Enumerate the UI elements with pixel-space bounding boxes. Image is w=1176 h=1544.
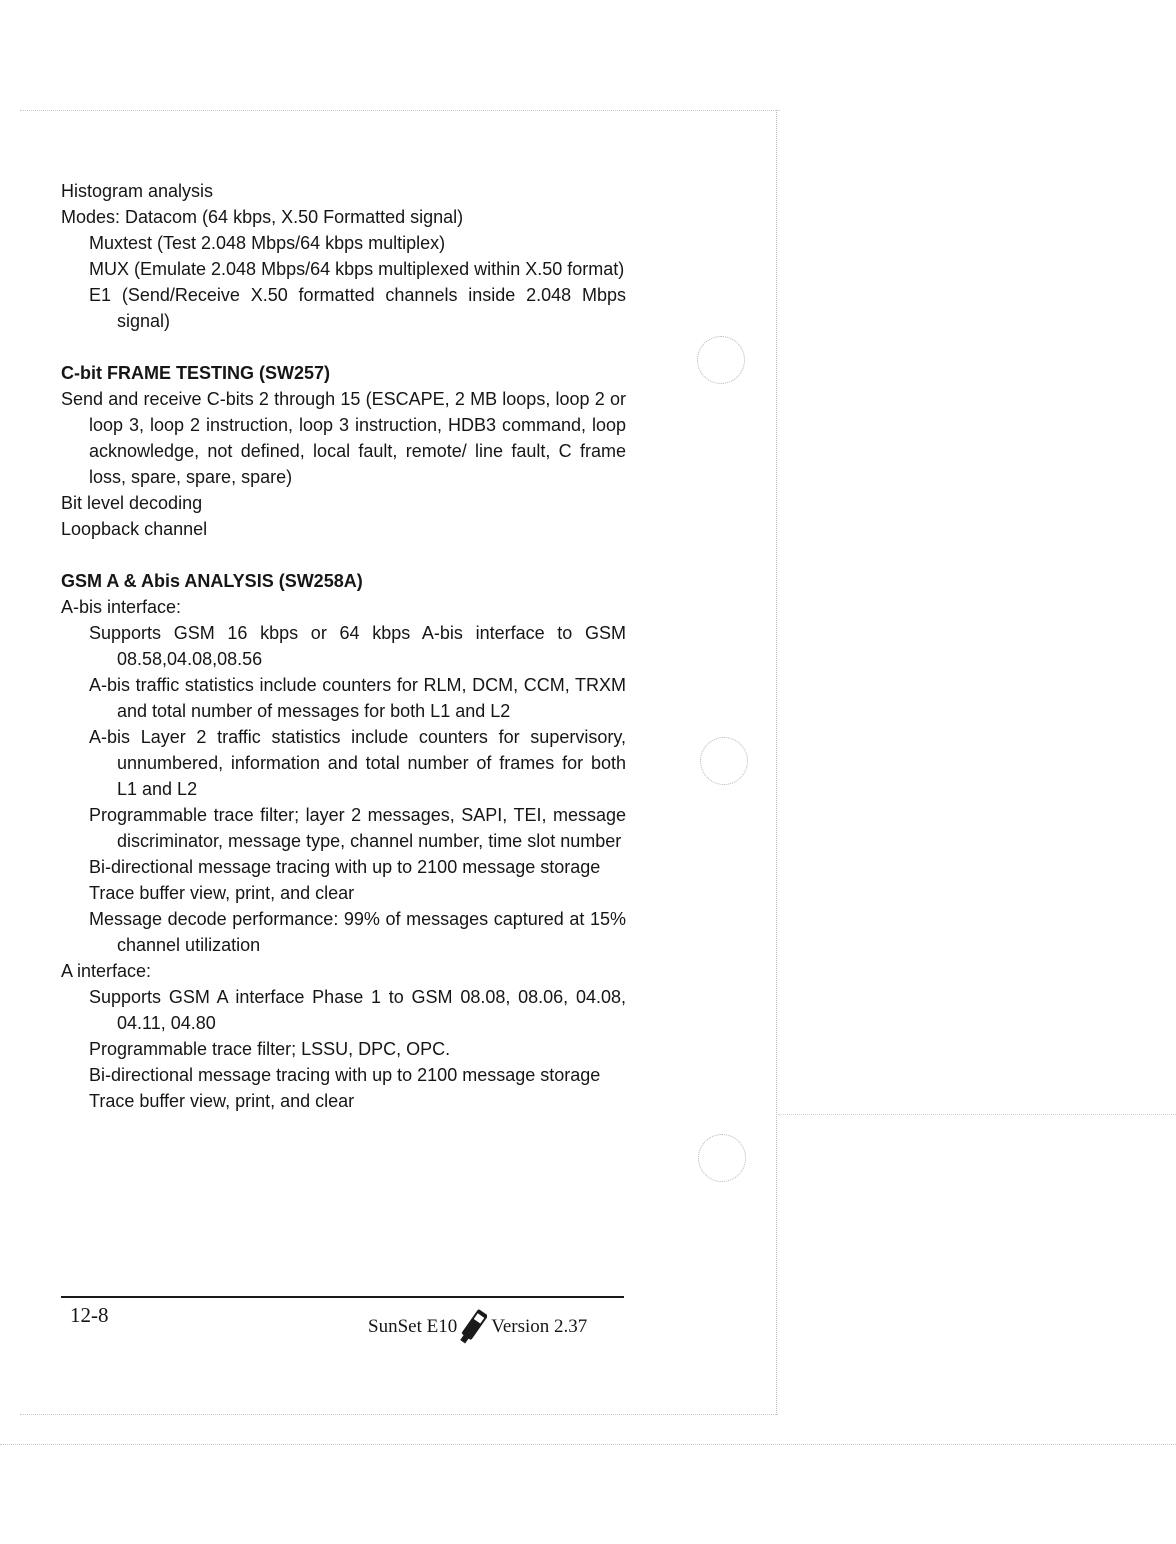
modes-line: Modes: Datacom (64 kbps, X.50 Formatted signal) bbox=[61, 207, 464, 227]
abis-item: Message decode performance: 99% of messages captured at 15% channel utilization bbox=[89, 909, 626, 955]
scan-line bbox=[778, 1114, 1176, 1115]
version-label: Version 2.37 bbox=[491, 1316, 588, 1337]
gsm-heading: GSM A & Abis ANALYSIS (SW258A) bbox=[61, 571, 363, 591]
muxtest-item: Muxtest (Test 2.048 Mbps/64 kbps multiplex) bbox=[89, 233, 446, 253]
cbit-bit-level: Bit level decoding bbox=[61, 493, 203, 513]
punch-hole bbox=[698, 1134, 746, 1182]
page-body bbox=[61, 178, 626, 1114]
page-edge-top bbox=[20, 110, 780, 111]
abis-item: Bi-directional message tracing with up to 2100 message storage bbox=[89, 857, 601, 877]
mux-item: MUX (Emulate 2.048 Mbps/64 kbps multiplexed within X.50 format) bbox=[89, 259, 625, 279]
punch-hole bbox=[697, 336, 745, 384]
product-name: SunSet E10 bbox=[368, 1316, 458, 1337]
a-item: Programmable trace filter; LSSU, DPC, OPC. bbox=[89, 1039, 451, 1059]
page-edge-bottom bbox=[20, 1414, 778, 1415]
a-item: Trace buffer view, print, and clear bbox=[89, 1091, 355, 1111]
page-number: 12-8 bbox=[70, 1303, 109, 1327]
a-item: Supports GSM A interface Phase 1 to GSM 08.08, 08.06, 04.08, 04.11, 04.80 bbox=[89, 987, 626, 1033]
abis-item: Programmable trace filter; layer 2 messages, SAPI, TEI, message discriminator, message type, channel number, time slot number bbox=[89, 805, 626, 851]
footer-rule bbox=[61, 1296, 624, 1298]
abis-label: A-bis interface: bbox=[61, 597, 182, 617]
e1-item: E1 (Send/Receive X.50 formatted channels inside 2.048 Mbps signal) bbox=[89, 285, 626, 331]
histogram-line: Histogram analysis bbox=[61, 181, 214, 201]
punch-hole bbox=[700, 737, 748, 785]
cbit-heading: C-bit FRAME TESTING (SW257) bbox=[61, 363, 330, 383]
abis-item: Supports GSM 16 kbps or 64 kbps A-bis interface to GSM 08.58,04.08,08.56 bbox=[89, 623, 626, 669]
abis-item: A-bis Layer 2 traffic statistics include counters for supervisory, unnumbered, information and total number of frames for both L1 and L2 bbox=[89, 727, 626, 799]
page-edge-right bbox=[776, 110, 777, 1415]
a-item: Bi-directional message tracing with up to 2100 message storage bbox=[89, 1065, 601, 1085]
scan-line bbox=[0, 1444, 1176, 1445]
cbit-loopback: Loopback channel bbox=[61, 519, 208, 539]
abis-item: A-bis traffic statistics include counters for RLM, DCM, CCM, TRXM and total number of messages for both L1 and L2 bbox=[89, 675, 626, 721]
handset-logo-icon bbox=[459, 1307, 487, 1347]
cbit-send-receive: Send and receive C-bits 2 through 15 (ESCAPE, 2 MB loops, loop 2 or loop 3, loop 2 instruction, loop 3 instruction, HDB3 command, loop acknowledge, not defined, local fault, remote/ line fault, C frame loss, spare, spare, spare) bbox=[61, 389, 626, 487]
footer-product bbox=[368, 1307, 587, 1347]
abis-item: Trace buffer view, print, and clear bbox=[89, 883, 355, 903]
a-interface-label: A interface: bbox=[61, 961, 152, 981]
